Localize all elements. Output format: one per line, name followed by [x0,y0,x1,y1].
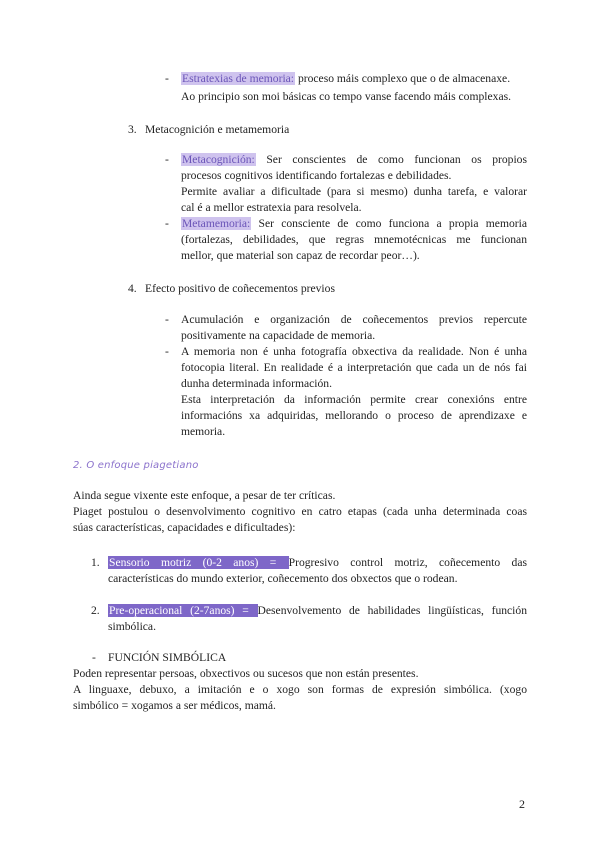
item-text-line: fotocopia literal. En realidade é a interpretación que cada un de nós fai [181,361,527,374]
item-text-line: cal é a mellor estratexia para resolvela. [181,201,362,214]
item-text-line: dunha determinada información. [181,377,332,390]
bullet-dash: - [165,153,169,166]
stage-number: 1. [91,556,100,569]
section-title-efecto: Efecto positivo de coñecementos previos [145,282,335,295]
intro-text-line: Ainda segue vixente este enfoque, a pesar de ter críticas. [73,489,336,502]
highlight-metamemoria: Metamemoria: [182,217,251,230]
intro-text-line: Piaget postulou o desenvolvimento cognitivo en catro etapas (cada unha determinada coas [73,505,527,518]
list-item-acumulacion: Acumulación e organización de coñecementos previos repercute [181,313,527,326]
highlight-sensorio-motriz: Sensorio motriz (0-2 anos) = [109,556,288,569]
stage-text: Progresivo control motriz, coñecemento das [288,556,527,569]
stage-number: 2. [91,604,100,617]
item-continuation: Ao principio son moi básicas co tempo vanse facendo máis complexas. [181,90,512,103]
list-item-metacognicion [181,152,527,168]
item-text-line: positivamente na capacidade de memoria. [181,329,376,342]
bullet-dash: - [165,313,169,326]
item-text: proceso máis complexo que o de almacenaxe. [295,72,511,85]
item-text-line: procesos cognitivos identificando fortalezas e debilidades. [181,169,452,182]
stage-text: Desenvolvemento de habilidades lingüísticas, función [257,604,527,617]
section-number: 4. [128,282,137,295]
item-text-line: Permite avaliar a dificultade (para si mesmo) dunha tarefa, e valorar [181,185,527,198]
list-item-metamemoria [181,216,527,232]
highlight-pre-operacional: Pre-operacional (2-7anos) = [109,604,257,617]
paragraph-line: Poden representar persoas, obxectivos ou sucesos que non están presentes. [73,667,419,680]
section-number: 3. [128,123,137,136]
bullet-dash: - [165,345,169,358]
stage-sensorio-motriz [108,555,527,571]
subheading-funcion-simbolica: FUNCIÓN SIMBÓLICA [108,651,227,664]
section-heading-piagetiano: 2. O enfoque piagetiano [73,460,199,471]
item-text-line: (fortalezas, debilidades, que regras mnemotécnicas me funcionan [181,233,527,246]
intro-text-line: súas características, capacidades e dificultades): [73,521,296,534]
list-item-estratexias [181,71,510,87]
item-text-line: informacións xa adquiridas, mellorando o proceso de aprendizaxe e [181,409,527,422]
paragraph-line: simbólico = xogamos a ser médicos, mamá. [73,699,276,712]
page-number: 2 [519,797,525,811]
highlight-metacognicion: Metacognición: [182,153,255,166]
highlight-estratexias: Estratexias de memoria: [182,72,295,85]
stage-pre-operacional [108,603,527,619]
item-text-line: mellor, que material son capaz de recordar peor…). [181,249,420,262]
list-item-memoria: A memoria non é unha fotografía obxectiva da realidade. Non é unha [181,345,527,358]
stage-text-line: simbólica. [108,620,156,633]
item-text: Ser conscientes de como funcionan os propios [255,153,527,166]
bullet-dash: - [165,217,169,230]
item-text: Ser consciente de como funciona a propia memoria [251,217,527,230]
stage-text-line: características do mundo exterior, coñecemento dos obxectos que o rodean. [108,572,458,585]
bullet-dash: - [92,651,96,664]
item-text-line: Esta interpretación da información permite crear conexións entre [181,393,527,406]
item-text-line: memoria. [181,425,226,438]
bullet-dash: - [165,72,169,85]
section-title-metacognicion: Metacognición e metamemoria [145,123,290,136]
paragraph-line: A linguaxe, debuxo, a imitación e o xogo son formas de expresión simbólica. (xogo [73,683,527,696]
